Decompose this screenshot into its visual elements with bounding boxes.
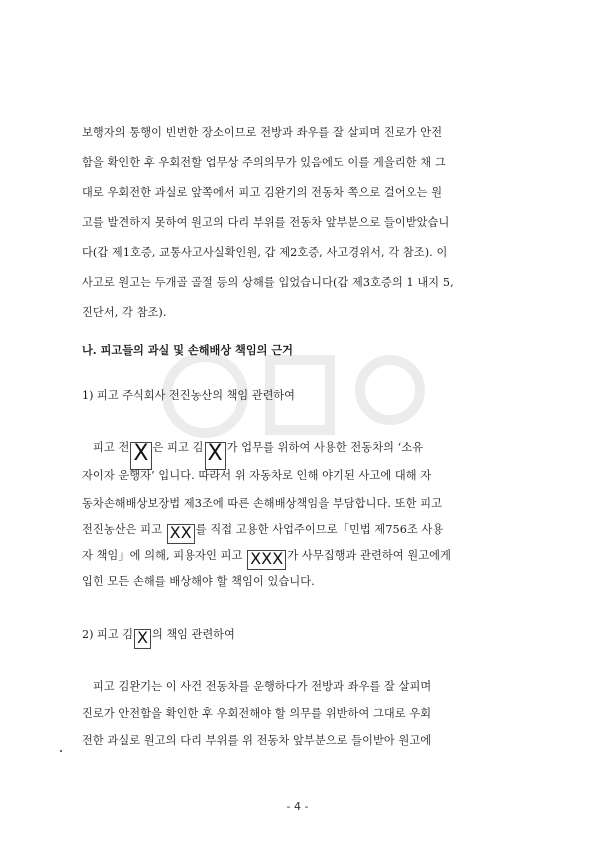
margin-mark [60, 750, 62, 752]
text-segment: 전진농산은 피고 [82, 523, 166, 536]
subsection-title [82, 628, 235, 649]
redaction-box: X [134, 629, 151, 649]
text-segment: 피고 전 [93, 441, 130, 454]
paragraph2-line [82, 549, 514, 570]
redaction-box: X [130, 442, 151, 470]
redaction-box: XXX [247, 550, 286, 570]
text-segment: 가 업무를 위하여 사용한 전동차의 ‘소유 [226, 441, 424, 454]
paragraph1-line: 함을 확인한 후 우회전할 업무상 주의의무가 있음에도 이를 게을리한 채 그 [82, 156, 446, 169]
paragraph1-line: 대로 우회전한 과실로 앞쪽에서 피고 김완기의 전동차 쪽으로 걸어오는 원 [82, 186, 443, 199]
paragraph1-line: 다(갑 제1호증, 교통사고사실확인원, 갑 제2호증, 사고경위서, 각 참조). 이 [82, 246, 448, 259]
paragraph2-line: 동차손해배상보장법 제3조에 따른 손해배상책임을 부담합니다. 또한 피고 [82, 497, 443, 510]
paragraph2-line: 입힌 모든 손해를 배상해야 할 책임이 있습니다. [82, 575, 315, 588]
paragraph2-line: 자이자 운행자’ 입니다. 따라서 위 자동차로 인해 야기된 사고에 대해 자 [82, 469, 432, 482]
paragraph3-line: 진로가 안전함을 확인한 후 우회전해야 할 의무를 위반하여 그대로 우회 [82, 707, 432, 720]
paragraph2-line [82, 441, 514, 470]
paragraph3-line [82, 680, 514, 694]
text-segment: 의 책임 관련하여 [152, 628, 235, 641]
paragraph3-line: 전한 과실로 원고의 다리 부위를 위 전동차 앞부분으로 들이받아 원고에 [82, 734, 432, 747]
section-heading: 나. 피고들의 과실 및 손해배상 책임의 근거 [82, 343, 293, 357]
paragraph1-line: 고를 발견하지 못하여 원고의 다리 부위를 전동차 앞부분으로 들이받았습니 [82, 216, 450, 229]
subsection-title: 1) 피고 주식회사 전진농산의 책임 관련하여 [82, 389, 295, 402]
text-segment: 피고 김완기는 이 사건 전동차를 운행하다가 전방과 좌우를 잘 살피며 [93, 680, 432, 693]
text-segment: 자 책임」에 의해, 피용자인 피고 [82, 549, 247, 562]
text-segment: 를 직접 고용한 사업주이므로「민법 제756조 사용 [195, 523, 444, 536]
text-segment: 은 피고 김 [152, 441, 204, 454]
paragraph1-line: 보행자의 통행이 빈번한 장소이므로 전방과 좌우를 잘 살피며 진로가 안전 [82, 126, 443, 139]
redaction-box: XX [167, 524, 195, 544]
paragraph2-line [82, 523, 514, 544]
paragraph1-line: 진단서, 각 참조). [82, 306, 167, 319]
redaction-box: X [205, 442, 226, 470]
text-segment: 2) 피고 김 [82, 628, 134, 641]
text-segment: 가 사무집행과 관련하여 원고에게 [287, 549, 451, 562]
page-number: - 4 - [286, 800, 309, 813]
paragraph1-line: 사고로 원고는 두개골 골절 등의 상해를 입었습니다(갑 제3호증의 1 내지 5, [82, 276, 454, 289]
